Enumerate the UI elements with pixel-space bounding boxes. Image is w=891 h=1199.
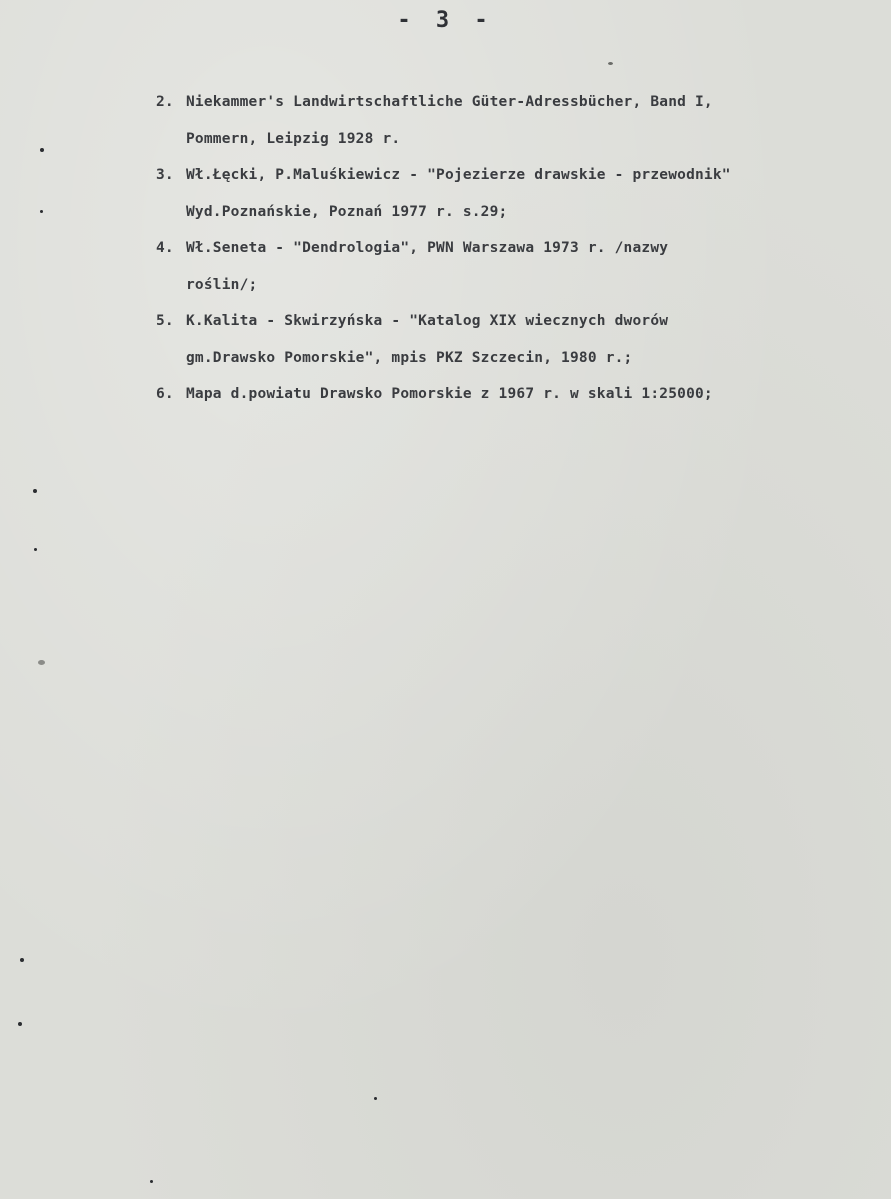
reference-number: 2. (156, 94, 174, 110)
reference-line: Mapa d.powiatu Drawsko Pomorskie z 1967 r. w skali 1:25000; (186, 386, 713, 402)
paper-speck (150, 1180, 153, 1183)
reference-line: Wł.Łęcki, P.Maluśkiewicz - "Pojezierze drawskie - przewodnik" (186, 167, 731, 183)
reference-item (156, 84, 856, 157)
paper-speck (608, 62, 613, 65)
page-number: - 3 - (397, 8, 494, 33)
paper-speck (38, 660, 45, 665)
reference-text (186, 376, 856, 413)
reference-line: Niekammer's Landwirtschaftliche Güter-Adressbücher, Band I, (186, 94, 713, 110)
reference-line: roślin/; (186, 276, 258, 293)
reference-number: 5. (156, 313, 174, 329)
reference-item (156, 157, 856, 230)
reference-list (156, 84, 856, 413)
reference-text (186, 303, 856, 376)
reference-line: gm.Drawsko Pomorskie", mpis PKZ Szczecin, 1980 r.; (186, 349, 633, 366)
reference-number: 6. (156, 386, 174, 402)
reference-line: Wyd.Poznańskie, Poznań 1977 r. s.29; (186, 203, 508, 220)
reference-item (156, 230, 856, 303)
reference-text (186, 84, 856, 157)
reference-number: 4. (156, 240, 174, 256)
paper-speck (34, 548, 37, 551)
paper-speck (40, 210, 43, 213)
reference-text (186, 230, 856, 303)
reference-number: 3. (156, 167, 174, 183)
reference-line: Wł.Seneta - "Dendrologia", PWN Warszawa 1973 r. /nazwy (186, 240, 669, 256)
paper-speck (20, 958, 24, 962)
reference-item (156, 303, 856, 376)
reference-item (156, 376, 856, 413)
reference-text (186, 157, 856, 230)
paper-speck (40, 148, 44, 152)
paper-speck (18, 1022, 22, 1026)
paper-speck (374, 1097, 377, 1100)
paper-speck (33, 489, 37, 493)
reference-line: K.Kalita - Skwirzyńska - "Katalog XIX wiecznych dworów (186, 313, 669, 329)
reference-line: Pommern, Leipzig 1928 r. (186, 130, 401, 147)
